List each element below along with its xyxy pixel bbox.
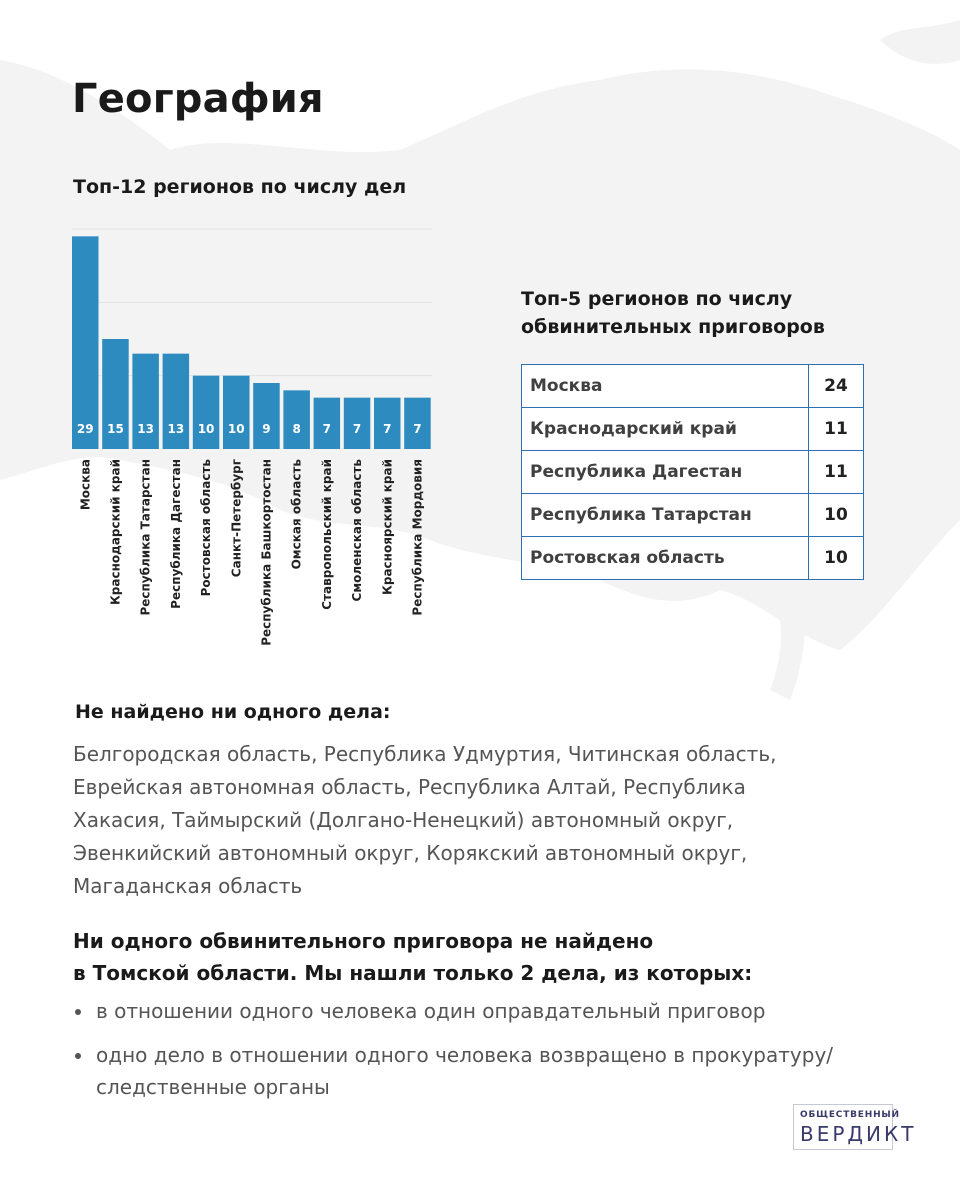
bar-value-label: 13 [167, 422, 185, 436]
category-label: Омская область [289, 459, 304, 570]
table-cell-region: Москва [522, 365, 809, 408]
list-item-text: в отношении одного человека один оправдательный приговор [96, 999, 766, 1023]
bar-value-label: 15 [107, 422, 124, 436]
no-cases-line: Белгородская область, Республика Удмуртия, Читинская область, [73, 742, 777, 766]
bar [193, 376, 220, 449]
bar-value-label: 7 [383, 422, 392, 436]
table-cell-region: Ростовская область [522, 537, 809, 580]
list-item-text: следственные органы [96, 1075, 330, 1099]
category-label: Ростовская область [199, 459, 214, 597]
no-cases-line: Еврейская автономная область, Республика Алтай, Республика [73, 775, 746, 799]
tomsk-title-line1: Ни одного обвинительного приговора не найдено [73, 929, 654, 953]
category-label: Ставропольский край [319, 459, 334, 610]
page-title: География [72, 76, 324, 122]
bar-value-label: 10 [197, 422, 215, 436]
category-label: Республика Башкортостан [259, 459, 274, 646]
category-label: Краснодарский край [108, 459, 123, 606]
top5-title [521, 285, 901, 341]
table-cell-value: 11 [809, 451, 864, 494]
no-cases-text [73, 738, 863, 903]
tomsk-title [73, 925, 893, 989]
bar [283, 390, 310, 449]
bar-value-label: 8 [292, 422, 301, 436]
top5-title-line1: Топ-5 регионов по числу [521, 288, 793, 310]
no-cases-line: Хакасия, Таймырский (Долгано-Ненецкий) автономный округ, [73, 808, 734, 832]
category-label: Москва [78, 459, 93, 511]
bar [72, 236, 99, 449]
top5-table [521, 364, 864, 580]
table-cell-value: 11 [809, 408, 864, 451]
bar [223, 376, 250, 449]
table-row [522, 537, 864, 580]
bar [253, 383, 280, 449]
table-cell-value: 10 [809, 494, 864, 537]
table-cell-value: 24 [809, 365, 864, 408]
verdict-logo [793, 1104, 917, 1150]
bullet-dot-icon [75, 1009, 81, 1015]
table-cell-value: 10 [809, 537, 864, 580]
logo-line1: ОБЩЕСТВЕННЫЙ [800, 1110, 900, 1120]
no-cases-line: Эвенкийский автономный округ, Корякский автономный округ, [73, 841, 748, 865]
category-label: Смоленская область [350, 459, 365, 602]
bar-value-label: 10 [227, 422, 245, 436]
list-item-text: одно дело в отношении одного человека возвращено в прокуратуру/ [96, 1043, 834, 1067]
category-label: Санкт-Петербург [229, 459, 244, 578]
tomsk-bullet-list [73, 995, 893, 1115]
chart-title: Топ-12 регионов по числу дел [73, 176, 407, 198]
bar-value-label: 9 [262, 422, 271, 436]
tomsk-title-line2: в Томской области. Мы нашли только 2 дела, из которых: [73, 961, 753, 985]
category-label: Республика Дагестан [168, 459, 183, 609]
bar-value-label: 13 [137, 422, 155, 436]
table-cell-region: Республика Дагестан [522, 451, 809, 494]
list-item [73, 1039, 893, 1103]
table-row [522, 365, 864, 408]
chart-bars [72, 236, 431, 449]
no-cases-line: Магаданская область [73, 874, 303, 898]
bar-value-label: 7 [322, 422, 332, 436]
table-row [522, 451, 864, 494]
bullet-dot-icon [75, 1053, 81, 1059]
category-label: Республика Мордовия [410, 459, 425, 616]
category-label: Красноярский край [380, 459, 395, 595]
table-cell-region: Республика Татарстан [522, 494, 809, 537]
bar-value-label: 7 [413, 422, 422, 436]
logo-line2: ВЕРДИКТ [800, 1122, 917, 1146]
no-cases-title: Не найдено ни одного дела: [75, 701, 391, 723]
bar-value-label: 7 [352, 422, 362, 436]
table-row [522, 494, 864, 537]
top5-title-line2: обвинительных приговоров [521, 316, 825, 338]
list-item [73, 995, 893, 1027]
bar-value-label: 29 [76, 422, 94, 436]
chart-labels [77, 422, 425, 646]
category-label: Республика Татарстан [138, 459, 153, 616]
table-cell-region: Краснодарский край [522, 408, 809, 451]
table-row [522, 408, 864, 451]
